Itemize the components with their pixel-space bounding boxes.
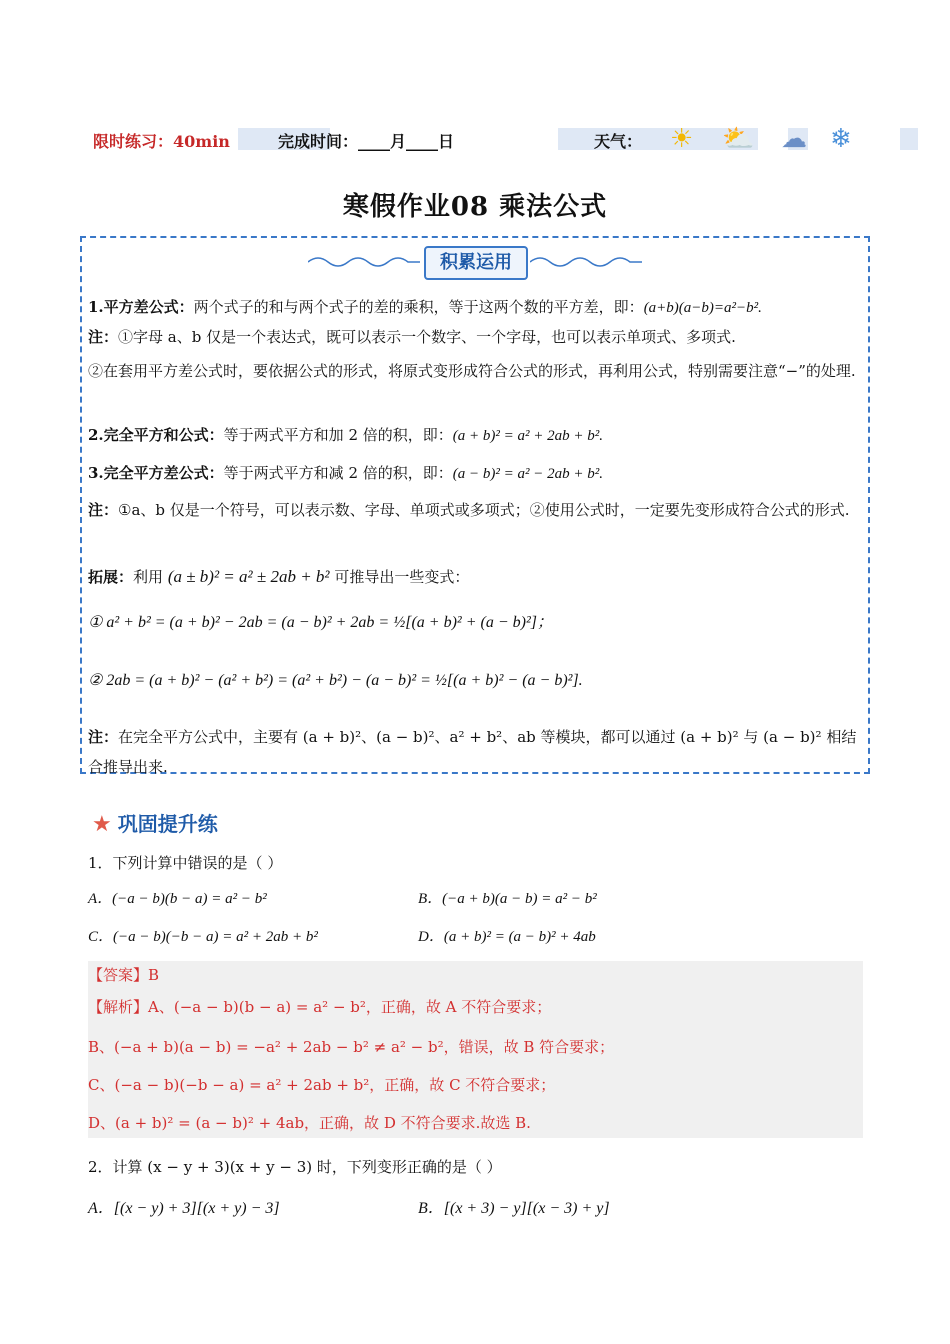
snowflake-icon: ❄ [830, 124, 852, 154]
q2-option-b[interactable]: B．[(x + 3) − y][(x − 3) + y] [418, 1200, 610, 1217]
partly-cloudy-icon: ⛅ [722, 124, 755, 154]
question-2-stem: 2．计算 (x − y + 3)(x + y − 3) 时，下列变形正确的是（ ） [88, 1158, 502, 1176]
sun-icon: ☀ [670, 124, 694, 154]
variant-1: ① a² + b² = (a + b)² − 2ab = (a − b)² + 2ab = ½[(a + b)² + (a − b)²]； [88, 614, 553, 631]
question-1-stem: 1．下列计算中错误的是（ ） [88, 854, 283, 872]
weather-label: 天气： [594, 132, 643, 151]
q1-option-d[interactable]: D．(a + b)² = (a − b)² + 4ab [418, 929, 596, 945]
practice-header [88, 126, 860, 152]
analysis-line-b: B、(−a + b)(a − b) = −a² + 2ab − b² ≠ a² − b²，错误，故 B 符合要求； [88, 1038, 615, 1056]
wave-decoration-left [308, 252, 420, 272]
variant-2: ② 2ab = (a + b)² − (a² + b²) = (a² + b²) − (a − b)² = ½[(a + b)² − (a − b)²]. [88, 672, 583, 689]
square-difference-formula: 1.平方差公式：两个式子的和与两个式子的差的乘积，等于这两个数的平方差，即：(a+b)(a−b)=a²−b². [88, 298, 762, 316]
analysis-line-c: C、(−a − b)(−b − a) = a² + 2ab + b²，正确，故 C 不符合要求； [88, 1076, 556, 1094]
analysis-line-a: 【解析】A、(−a − b)(b − a) = a² − b²，正确，故 A 不符合要求； [88, 998, 552, 1016]
rain-cloud-icon: ☁ [781, 124, 807, 154]
perfect-square-sum-formula: 2.完全平方和公式：等于两式平方和加 2 倍的积，即：(a + b)² = a² + 2ab + b². [88, 426, 603, 444]
answer-label: 【答案】B [88, 966, 160, 984]
time-limit: 限时练习：40min [93, 132, 230, 151]
finish-time: 完成时间：____月____日 [278, 132, 455, 151]
perfect-square-difference-formula: 3.完全平方差公式：等于两式平方和减 2 倍的积，即：(a − b)² = a² − 2ab + b². [88, 464, 603, 482]
knowledge-badge: 积累运用 [424, 246, 528, 280]
note-1: 注：①字母 a、b 仅是一个表达式，既可以表示一个数字、一个字母，也可以表示单项式、多项式. [88, 328, 736, 346]
page-title: 寒假作业08 乘法公式 [342, 192, 608, 222]
section-title: ★ 巩固提升练 [92, 812, 218, 837]
analysis-line-d: D、(a + b)² = (a − b)² + 4ab，正确，故 D 不符合要求.故选 B. [88, 1114, 531, 1132]
q1-option-c[interactable]: C．(−a − b)(−b − a) = a² + 2ab + b² [88, 929, 318, 945]
q2-option-a[interactable]: A．[(x − y) + 3][(x + y) − 3] [88, 1200, 280, 1217]
star-icon: ★ [92, 812, 112, 837]
note-2: ②在套用平方差公式时，要依据公式的形式，将原式变形成符合公式的形式，再利用公式，特别需要注意“−”的处理. [88, 362, 856, 380]
q1-option-a[interactable]: A．(−a − b)(b − a) = a² − b² [88, 891, 267, 907]
wave-decoration-right [530, 252, 642, 272]
extension: 拓展：利用 (a ± b)² = a² ± 2ab + b² 可推导出一些变式： [88, 567, 470, 586]
note-3: 注：①a、b 仅是一个符号，可以表示数、字母、单项式或多项式；②使用公式时，一定要先变形成符合公式的形式. [88, 501, 850, 519]
q1-option-b[interactable]: B．(−a + b)(a − b) = a² − b² [418, 891, 597, 907]
note-4: 注：在完全平方公式中，主要有 (a + b)²、(a − b)²、a² + b²、ab 等模块，都可以通过 (a + b)² 与 (a − b)² 相结合推导出来. [88, 728, 857, 776]
